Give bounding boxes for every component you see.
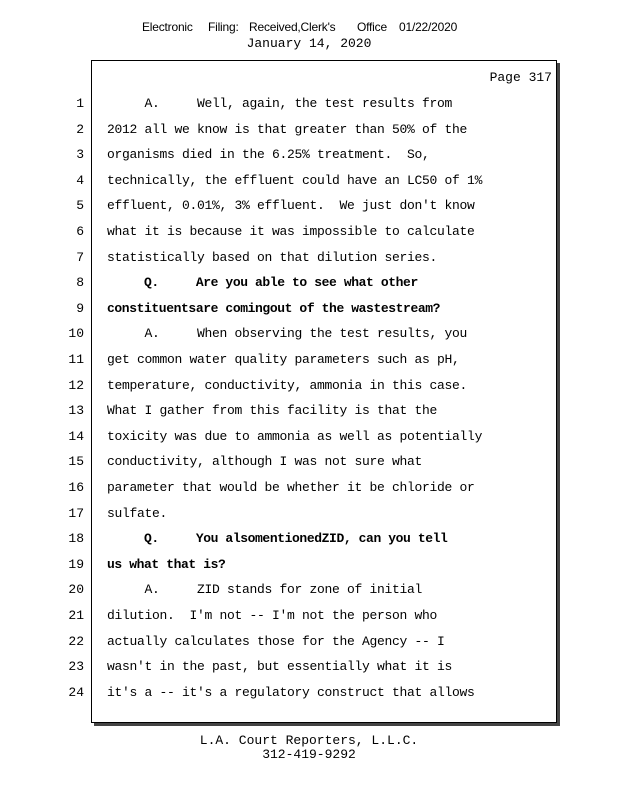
office-label: Office bbox=[357, 20, 387, 34]
line-number: 15 bbox=[68, 454, 84, 470]
line-number: 13 bbox=[68, 403, 84, 419]
testimony-line: statistically based on that dilution series. bbox=[107, 249, 438, 265]
question-line: Q. You alsomentionedZID, can you tell bbox=[107, 531, 448, 547]
line-number: 2 bbox=[76, 121, 84, 137]
line-number: 17 bbox=[68, 505, 84, 521]
testimony-line: A. When observing the test results, you bbox=[107, 326, 468, 342]
line-number: 4 bbox=[76, 172, 84, 188]
line-number: 3 bbox=[76, 147, 84, 163]
line-number: 24 bbox=[68, 684, 84, 700]
line-number: 20 bbox=[68, 582, 84, 598]
filing-label: Electronic bbox=[142, 20, 193, 34]
line-number: 5 bbox=[76, 198, 84, 214]
testimony-line: parameter that would be whether it be chloride or bbox=[107, 480, 475, 495]
court-reporter-phone: 312-419-9292 bbox=[262, 747, 356, 762]
line-number: 14 bbox=[68, 428, 84, 444]
court-reporter-name: L.A. Court Reporters, L.L.C. bbox=[199, 733, 419, 748]
line-number: 18 bbox=[68, 531, 84, 547]
line-number: 8 bbox=[76, 275, 84, 291]
testimony-line: actually calculates those for the Agency -- I bbox=[107, 633, 445, 649]
filing-word: Filing: bbox=[208, 20, 239, 34]
testimony-line: technically, the effluent could have an LC50 of 1% bbox=[107, 172, 483, 188]
received-clerk: Received,Clerk's bbox=[249, 20, 336, 34]
testimony-line: organisms died in the 6.25% treatment. So, bbox=[107, 147, 430, 163]
filed-date: 01/22/2020 bbox=[399, 20, 458, 34]
testimony-line: 2012 all we know is that greater than 50% of the bbox=[107, 121, 468, 137]
testimony-line: toxicity was due to ammonia as well as potentially bbox=[107, 428, 483, 444]
testimony-line: wasn't in the past, but essentially what it is bbox=[107, 659, 453, 675]
line-number: 16 bbox=[68, 480, 84, 495]
line-number: 6 bbox=[76, 224, 84, 239]
testimony-line: temperature, conductivity, ammonia in this case. bbox=[107, 377, 468, 393]
line-number: 1 bbox=[76, 96, 84, 111]
testimony-line: it's a -- it's a regulatory construct that allows bbox=[107, 684, 475, 700]
line-number: 22 bbox=[68, 633, 84, 649]
testimony-line: A. Well, again, the test results from bbox=[107, 96, 453, 111]
line-number: 10 bbox=[68, 326, 84, 342]
question-line: Q. Are you able to see what other bbox=[107, 275, 418, 291]
testimony-line: effluent, 0.01%, 3% effluent. We just don't know bbox=[107, 198, 475, 214]
transcript-date: January 14, 2020 bbox=[246, 36, 372, 51]
testimony-line: sulfate. bbox=[107, 505, 168, 521]
line-number: 7 bbox=[76, 249, 84, 265]
testimony-line: dilution. I'm not -- I'm not the person who bbox=[107, 608, 438, 623]
question-line: us what that is? bbox=[107, 556, 226, 572]
line-number: 19 bbox=[68, 556, 84, 572]
testimony-line: conductivity, although I was not sure what bbox=[107, 454, 423, 470]
line-number: 23 bbox=[68, 659, 84, 675]
line-number: 11 bbox=[68, 352, 84, 367]
testimony-line: what it is because it was impossible to calculate bbox=[107, 224, 475, 239]
page-number: Page 317 bbox=[489, 70, 552, 85]
question-line: constituentsare comingout of the wastestream? bbox=[107, 300, 441, 316]
testimony-line: A. ZID stands for zone of initial bbox=[107, 582, 423, 598]
line-number: 12 bbox=[68, 377, 84, 393]
testimony-line: What I gather from this facility is that the bbox=[107, 403, 438, 419]
line-number: 9 bbox=[76, 300, 84, 316]
testimony-line: get common water quality parameters such as pH, bbox=[107, 352, 460, 367]
line-number: 21 bbox=[68, 608, 84, 623]
